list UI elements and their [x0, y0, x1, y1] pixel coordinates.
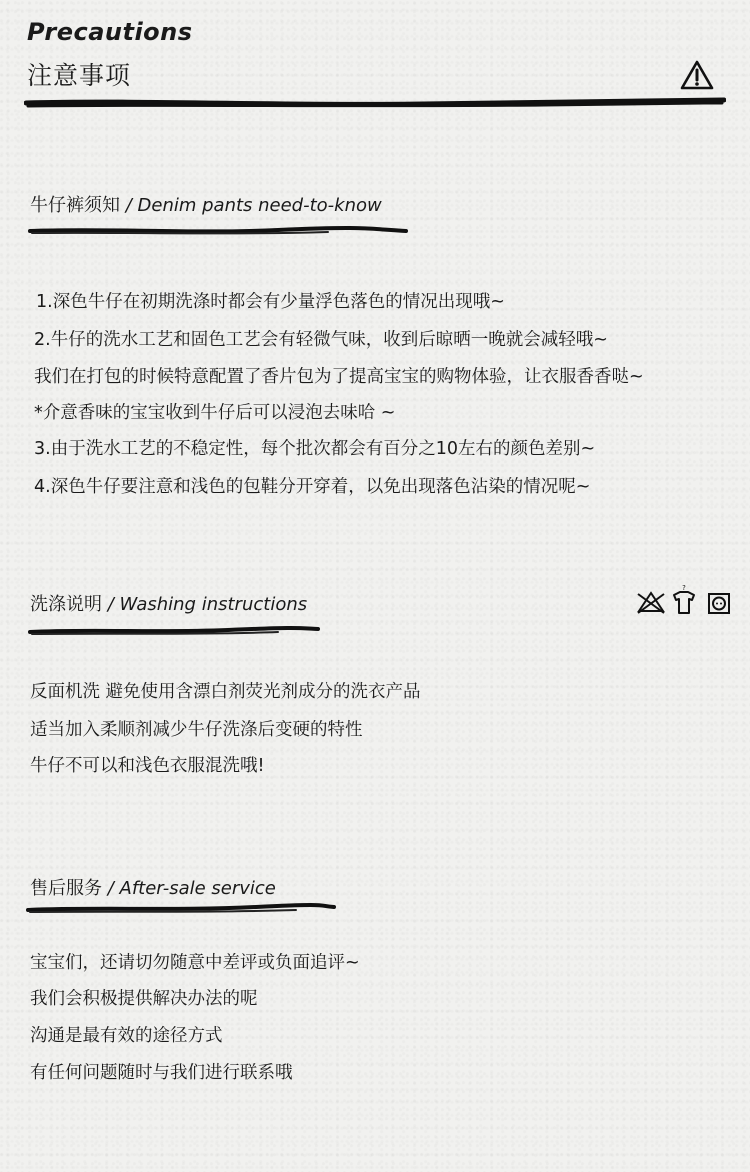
- washing-line-3: 牛仔不可以和浅色衣服混洗哦!: [30, 756, 265, 776]
- no-bleach-icon: [638, 593, 664, 613]
- section-heading-en: / Denim pants need-to-know: [120, 195, 382, 216]
- section-heading-en: / After-sale service: [102, 878, 276, 899]
- tumble-dry-icon: [709, 594, 729, 613]
- aftersale-line-1: 宝宝们，还请切勿随意中差评或负面追评~: [30, 953, 360, 973]
- section-underline-denim: [28, 224, 408, 238]
- section-underline-aftersale: [26, 901, 336, 915]
- warning-triangle-icon: [679, 59, 715, 91]
- washing-line-1: 反面机洗 避免使用含漂白剂荧光剂成分的洗衣产品: [30, 682, 421, 702]
- denim-line-1: 1.深色牛仔在初期洗涤时都会有少量浮色落色的情况出现哦~: [36, 292, 505, 312]
- header-divider: [24, 94, 726, 114]
- denim-line-2: 2.牛仔的洗水工艺和固色工艺会有轻微气味，收到后晾晒一晚就会减轻哦~: [34, 330, 608, 350]
- denim-line-6: 4.深色牛仔要注意和浅色的包鞋分开穿着，以免出现落色沾染的情况呢~: [34, 477, 591, 497]
- denim-line-4: *介意香味的宝宝收到牛仔后可以浸泡去味哈 ~: [34, 403, 396, 423]
- aftersale-line-3: 沟通是最有效的途径方式: [30, 1026, 223, 1046]
- section-underline-washing: [28, 624, 320, 638]
- section-heading-washing: [30, 590, 307, 616]
- section-heading-cn: 牛仔裤须知: [30, 195, 120, 216]
- svg-text:?: ?: [682, 584, 686, 592]
- aftersale-line-4: 有任何问题随时与我们进行联系哦: [30, 1063, 293, 1083]
- denim-line-5: 3.由于洗水工艺的不稳定性，每个批次都会有百分之10左右的颜色差别~: [34, 439, 596, 459]
- care-icons: [636, 584, 736, 616]
- hang-dry-icon: [674, 584, 694, 613]
- page-title-cn: 注意事项: [27, 61, 132, 90]
- denim-line-3: 我们在打包的时候特意配置了香片包为了提高宝宝的购物体验，让衣服香香哒~: [34, 367, 644, 387]
- section-heading-denim: [30, 191, 382, 217]
- section-heading-cn: 洗涤说明: [30, 594, 108, 615]
- aftersale-line-2: 我们会积极提供解决办法的呢: [30, 989, 258, 1009]
- section-heading-aftersale: [30, 874, 276, 900]
- section-heading-cn: 售后服务: [30, 878, 102, 899]
- page-title-en: Precautions: [27, 18, 193, 46]
- washing-line-2: 适当加入柔顺剂减少牛仔洗涤后变硬的特性: [30, 720, 363, 740]
- section-heading-en: / Washing instructions: [107, 594, 308, 615]
